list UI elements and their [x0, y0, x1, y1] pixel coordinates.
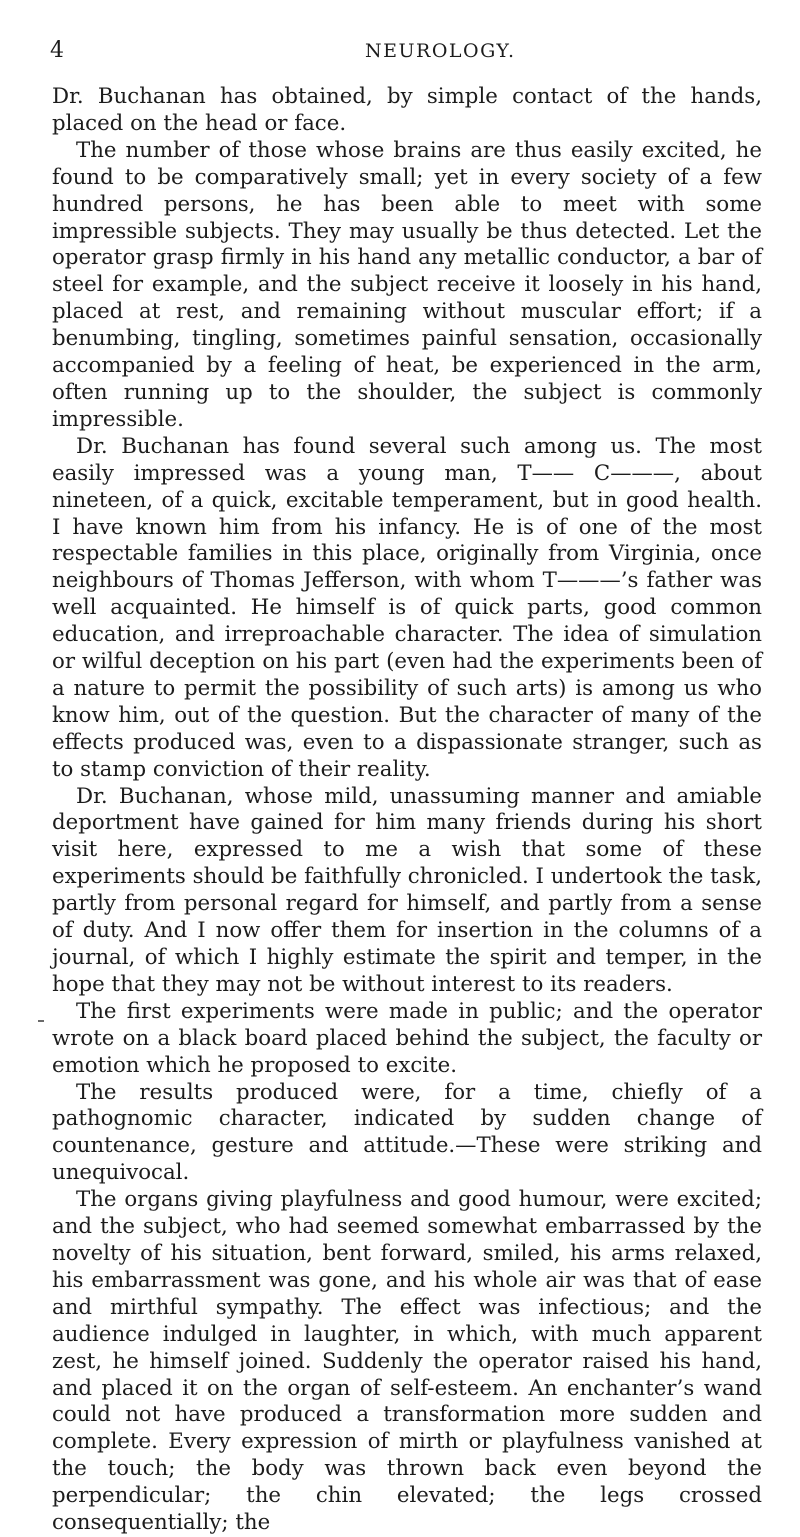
paragraph-impressible-subjects: The number of those whose brains are thus easily excited, he found to be comparatively small; yet in every society of a few hundred persons, he has been able to meet with some impressible subjects. They may usually be thus detected. Let the operator grasp firmly in his hand any metallic conductor, a bar of steel for example, and the subject receive it loosely in his hand, placed at rest, and remaining without muscular effort; if a benumbing, tingling, sometimes painful sensation, occasionally accompanied by a feeling of heat, be experienced in the arm, often running up to the shoulder, the subject is commonly impressible.: [52, 137, 762, 432]
paragraph-results: The results produced were, for a time, chiefly of a pathognomic character, indicated by sudden change of countenance, gesture and attitude.—These were striking and unequivocal.: [52, 1079, 762, 1186]
paragraph-chronicled: Dr. Buchanan, whose mild, unassuming manner and amiable deportment have gained for him many friends during his short visit here, expressed to me a wish that some of these experiments should be faithfully chronicled. I undertook the task, partly from personal regard for himself, and partly from a sense of duty. And I now offer them for insertion in the columns of a journal, of which I highly estimate the spirit and temper, in the hope that they may not be without interest to its readers.: [52, 783, 762, 997]
page-number: 4: [50, 38, 65, 63]
margin-mark: [38, 1020, 44, 1022]
page-header: [20, 38, 780, 68]
body-text: [52, 84, 762, 1537]
paragraph-first-experiments: The first experiments were made in public; and the operator wrote on a black board placed behind the subject, the faculty or emotion which he proposed to excite.: [52, 998, 762, 1078]
paragraph-young-man: Dr. Buchanan has found several such among us. The most easily impressed was a young man, T—— C———, about nineteen, of a quick, excitable temperament, but in good health. I have known him from his infancy. He is of one of the most respectable families in this place, originally from Virginia, once neighbours of Thomas Jefferson, with whom T———’s father was well acquainted. He himself is of quick parts, good common education, and irreproachable character. The idea of simulation or wilful deception on his part (even had the experiments been of a nature to permit the possibility of such arts) is among us who know him, out of the question. But the character of many of the effects produced was, even to a dispassionate stranger, such as to stamp conviction of their reality.: [52, 433, 762, 782]
paragraph-playfulness: The organs giving playfulness and good humour, were excited; and the subject, who had seemed somewhat embarrassed by the novelty of his situation, bent forward, smiled, his arms relaxed, his embarrassment was gone, and his whole air was that of ease and mirthful sympathy. The effect was infectious; and the audience indulged in laughter, in which, with much apparent zest, he himself joined. Suddenly the operator raised his hand, and placed it on the organ of self-esteem. An enchanter’s wand could not have produced a transformation more sudden and complete. Every expression of mirth or playfulness vanished at the touch; the body was thrown back even beyond the perpendicular; the chin elevated; the legs crossed consequentially; the: [52, 1187, 762, 1536]
running-head: NEUROLOGY.: [365, 40, 516, 62]
paragraph-continuation: Dr. Buchanan has obtained, by simple contact of the hands, placed on the head or face.: [52, 84, 762, 136]
